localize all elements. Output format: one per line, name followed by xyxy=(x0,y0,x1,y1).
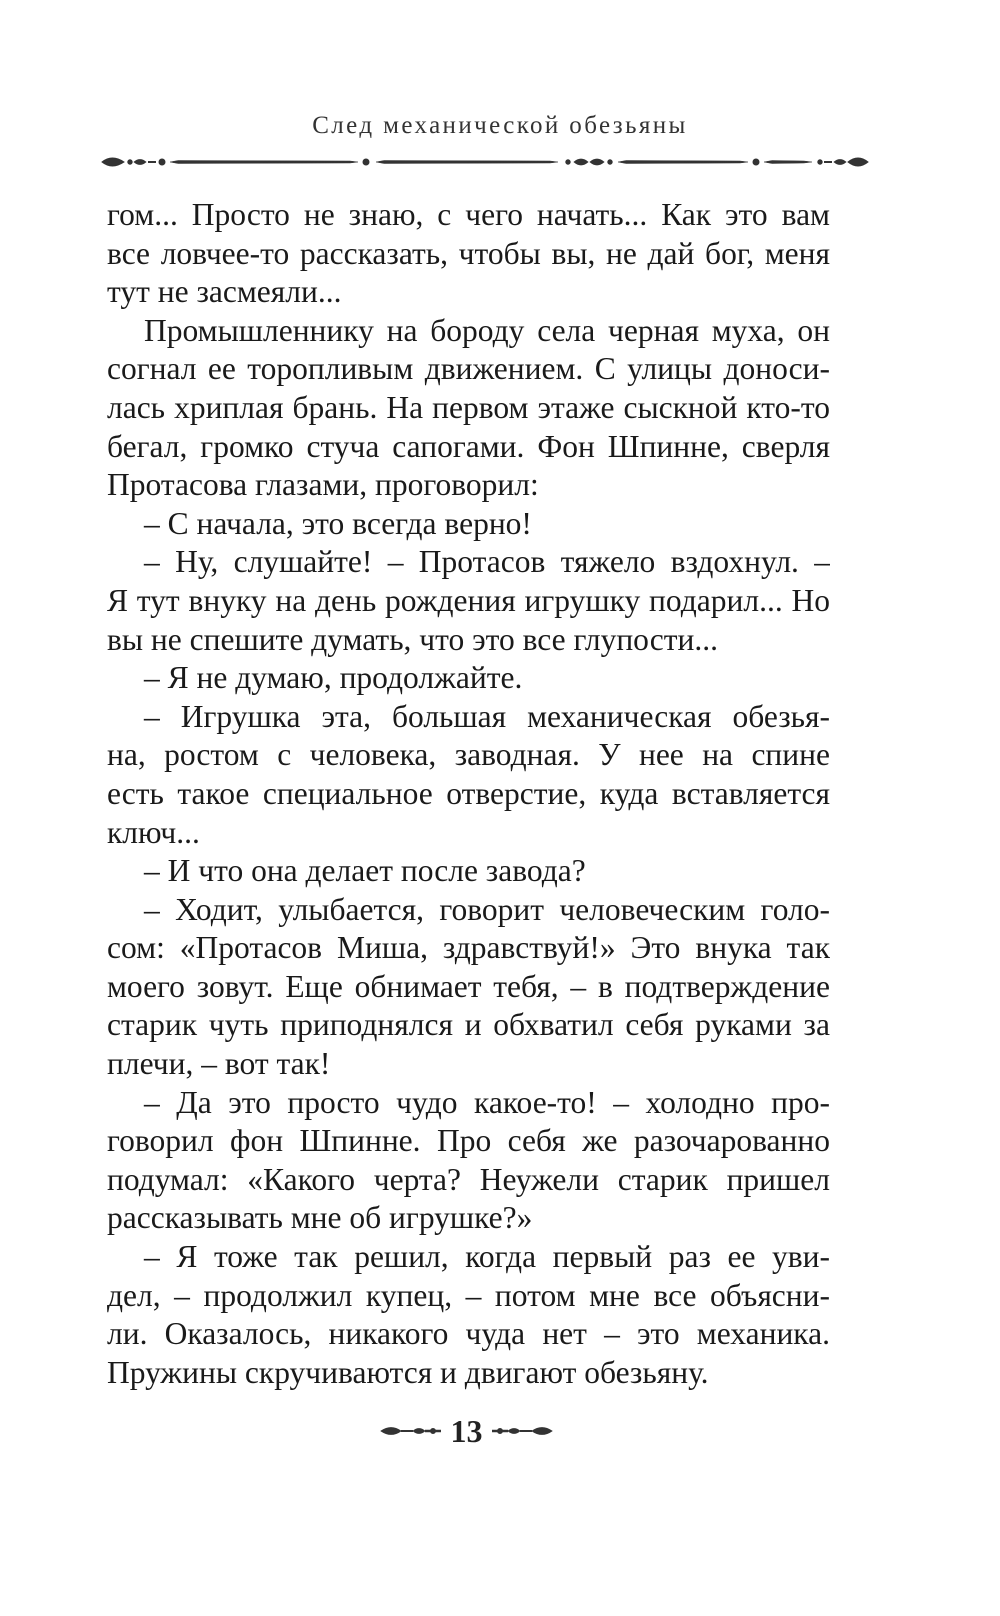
text-line: ключ... xyxy=(107,814,200,850)
folio xyxy=(0,1411,1000,1451)
text-line: подумал: «Какого черта? Неужели старик пришел xyxy=(107,1161,830,1197)
text-line: вы не спешите думать, что это все глупости... xyxy=(107,621,718,657)
folio-ornament-right-icon xyxy=(490,1421,554,1441)
text-line: гом... Просто не знаю, с чего начать... Как это вам xyxy=(107,197,830,232)
text-line: на, ростом с человека, заводная. У нее на спине xyxy=(107,737,830,773)
body-text xyxy=(107,196,830,1392)
text-line: согнал ее торопливым движением. С улицы доноси- xyxy=(107,351,830,387)
text-line: Промышленнику на бороду села черная муха, он xyxy=(144,312,830,348)
text-line: есть такое специальное отверстие, куда вставляется xyxy=(107,775,830,811)
running-head: След механической обезьяны xyxy=(312,112,688,139)
text-line: – С начала, это всегда верно! xyxy=(144,505,532,541)
text-line: Протасова глазами, проговорил: xyxy=(107,467,539,503)
text-line: все ловчее-то рассказать, чтобы вы, не дай бог, меня xyxy=(107,235,830,271)
text-line: тут не засмеяли... xyxy=(107,274,342,310)
text-line: – Ходит, улыбается, говорит человеческим голо- xyxy=(144,891,830,927)
text-line: сом: «Протасов Миша, здравствуй!» Это внука так xyxy=(107,930,830,966)
text-line: ли. Оказалось, никакого чуда нет – это механика. xyxy=(107,1316,830,1352)
text-line: – Я не думаю, продолжайте. xyxy=(144,660,523,696)
text-line: – Я тоже так решил, когда первый раз ее уви- xyxy=(144,1239,830,1275)
text-line: – Ну, слушайте! – Протасов тяжело вздохнул. – xyxy=(144,544,830,580)
text-line: Пружины скручиваются и двигают обезьяну. xyxy=(107,1354,709,1390)
text-line: моего зовут. Еще обнимает тебя, – в подтверждение xyxy=(107,968,830,1004)
text-line: бегал, громко стуча сапогами. Фон Шпинне, сверля xyxy=(107,428,830,464)
text-line: дел, – продолжил купец, – потом мне все объясни- xyxy=(107,1277,830,1313)
text-line: плечи, – вот так! xyxy=(107,1046,331,1082)
page-number: 13 xyxy=(450,1413,483,1449)
header-ornament-rule xyxy=(100,150,870,174)
text-line: – Да это просто чудо какое-то! – холодно про- xyxy=(144,1084,830,1120)
text-line: – И что она делает после завода? xyxy=(144,853,586,889)
text-line: старик чуть приподнялся и обхватил себя руками за xyxy=(107,1007,830,1043)
text-line: – Игрушка эта, большая механическая обезья- xyxy=(144,698,830,734)
text-line: рассказывать мне об игрушке?» xyxy=(107,1200,533,1236)
text-line: говорил фон Шпинне. Про себя же разочарованно xyxy=(107,1123,830,1159)
text-line: Я тут внуку на день рождения игрушку подарил... Но xyxy=(107,582,830,618)
text-line: лась хриплая брань. На первом этаже сыскной кто-то xyxy=(107,389,830,425)
